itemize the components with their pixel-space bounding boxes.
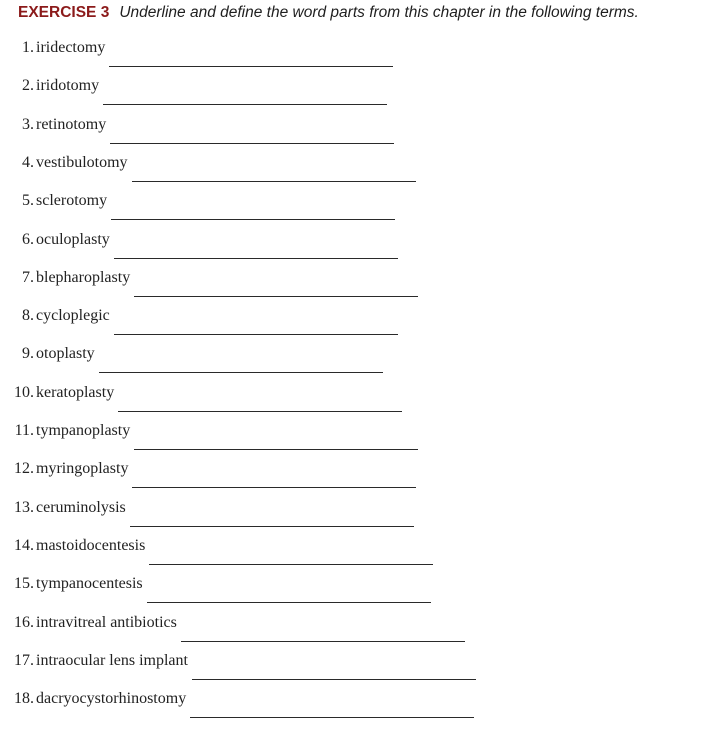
exercise-item	[0, 306, 712, 344]
exercise-item	[0, 191, 712, 229]
item-term: iridectomy	[36, 39, 106, 56]
item-number: 2.	[22, 77, 34, 95]
exercise-item	[0, 498, 712, 536]
answer-blank-line[interactable]	[110, 143, 394, 144]
item-term: oculoplasty	[36, 230, 110, 248]
exercise-item	[0, 689, 712, 727]
item-number: 10.	[14, 383, 34, 401]
exercise-item	[0, 574, 712, 612]
item-term: iridotomy	[36, 77, 100, 95]
item-number: 12.	[14, 460, 34, 478]
item-number: 4.	[22, 153, 34, 171]
item-term: dacryocystorhinostomy	[36, 690, 187, 708]
item-term: retinotomy	[36, 115, 107, 133]
item-number: 1.	[22, 39, 34, 56]
exercise-item	[0, 153, 712, 191]
exercise-item	[0, 230, 712, 268]
answer-blank-line[interactable]	[132, 181, 416, 182]
item-number: 6.	[22, 230, 34, 248]
exercise-item	[0, 344, 712, 382]
exercise-item	[0, 115, 712, 153]
item-number: 17.	[14, 651, 34, 669]
exercise-instruction: Underline and define the word parts from this chapter in the following terms.	[119, 4, 639, 21]
item-term: myringoplasty	[36, 460, 129, 478]
exercise-item	[0, 421, 712, 459]
item-number: 7.	[22, 268, 34, 286]
exercise-item	[0, 536, 712, 574]
item-term: intravitreal antibiotics	[36, 613, 177, 631]
item-number: 15.	[14, 575, 34, 593]
exercise-item	[0, 38, 712, 76]
item-number: 9.	[22, 345, 34, 363]
answer-blank-line[interactable]	[181, 641, 465, 642]
item-number: 16.	[14, 613, 34, 631]
answer-blank-line[interactable]	[111, 219, 395, 220]
item-number: 14.	[14, 536, 34, 554]
exercise-item	[0, 459, 712, 497]
item-term: vestibulotomy	[36, 153, 128, 171]
item-term: intraocular lens implant	[36, 651, 188, 669]
item-term: sclerotomy	[36, 192, 108, 210]
answer-blank-line[interactable]	[134, 449, 418, 450]
answer-blank-line[interactable]	[134, 296, 418, 297]
exercise-item	[0, 651, 712, 689]
answer-blank-line[interactable]	[109, 66, 393, 67]
exercise-label: EXERCISE 3	[18, 4, 110, 21]
answer-blank-line[interactable]	[114, 334, 398, 335]
answer-blank-line[interactable]	[130, 526, 414, 527]
item-term: tympanocentesis	[36, 575, 143, 593]
answer-blank-line[interactable]	[132, 487, 416, 488]
answer-blank-line[interactable]	[190, 717, 474, 718]
item-term: cycloplegic	[36, 307, 110, 325]
item-number: 13.	[14, 498, 34, 516]
item-term: blepharoplasty	[36, 268, 131, 286]
answer-blank-line[interactable]	[149, 564, 433, 565]
exercise-item	[0, 613, 712, 651]
exercise-item	[0, 76, 712, 114]
item-term: tympanoplasty	[36, 422, 131, 439]
item-term: otoplasty	[36, 345, 95, 363]
item-number: 8.	[22, 307, 34, 325]
item-number: 11.	[14, 422, 34, 439]
answer-blank-line[interactable]	[114, 258, 398, 259]
item-number: 18.	[14, 690, 34, 708]
answer-blank-line[interactable]	[147, 602, 431, 603]
answer-blank-line[interactable]	[192, 679, 476, 680]
answer-blank-line[interactable]	[99, 372, 383, 373]
item-term: keratoplasty	[36, 383, 115, 401]
answer-blank-line[interactable]	[103, 104, 387, 105]
item-number: 5.	[22, 192, 34, 210]
item-number: 3.	[22, 115, 34, 133]
answer-blank-line[interactable]	[118, 411, 402, 412]
item-term: mastoidocentesis	[36, 536, 146, 554]
exercise-item	[0, 268, 712, 306]
item-term: ceruminolysis	[36, 498, 126, 516]
exercise-item	[0, 383, 712, 421]
